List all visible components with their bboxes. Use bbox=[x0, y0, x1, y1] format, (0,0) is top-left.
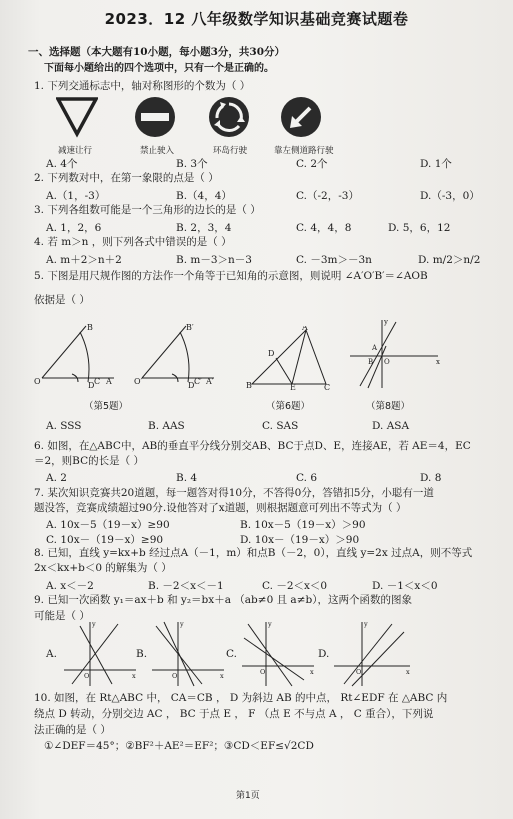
q1-option-b: B. 3个 bbox=[176, 158, 208, 170]
figure-q8 bbox=[346, 316, 442, 392]
page-number: 第1页 bbox=[236, 791, 260, 801]
svg-text:B: B bbox=[246, 381, 252, 390]
figure-q5 bbox=[34, 318, 234, 390]
caption-fig5: （第5题） bbox=[84, 401, 129, 412]
q7-stem-2: 题没答，竞赛成绩超过90分.设他答对了x道题，则根据题意可列出不等式为（ ） bbox=[34, 502, 407, 514]
svg-text:B: B bbox=[87, 323, 93, 332]
svg-text:O: O bbox=[260, 668, 266, 676]
q7-option-d: D. 10x－（19－x）＞90 bbox=[240, 534, 360, 546]
roundabout-sign-icon bbox=[208, 96, 250, 138]
sign-caption-3: 环岛行驶 bbox=[213, 146, 248, 156]
q2-option-b: B.（4，4） bbox=[176, 190, 232, 202]
section-instruction: 下面每小题给出的四个选项中，只有一个是正确的。 bbox=[44, 63, 274, 74]
q5-option-b: B. AAS bbox=[148, 420, 185, 432]
svg-text:x: x bbox=[406, 668, 410, 676]
q2-option-d: D.（-3，0） bbox=[420, 190, 480, 202]
q10-stem: 10. 如图，在 Rt△ABC 中， CA＝CB ， D 为斜边 AB 的中点， Rt∠EDF 在 △ABC 内 bbox=[34, 692, 448, 704]
q1-option-c: C. 2个 bbox=[296, 158, 328, 170]
q6-option-c: C. 6 bbox=[296, 472, 318, 484]
sign-caption-1: 减速让行 bbox=[58, 146, 93, 156]
q7-option-c: C. 10x－（19－x）≥90 bbox=[46, 534, 164, 546]
svg-text:y: y bbox=[268, 620, 272, 628]
q5-option-a: A. SSS bbox=[46, 420, 82, 432]
q8-option-a: A. x＜－2 bbox=[46, 580, 94, 592]
q3-option-b: B. 2，3，4 bbox=[176, 222, 232, 234]
svg-text:y: y bbox=[92, 620, 96, 628]
q8-option-d: D. －1＜x＜0 bbox=[372, 580, 438, 592]
q8-stem: 8. 已知，直线 y=kx+b 经过点A（－1，m）和点B（－2，0），直线 y=2x 过点A，则不等式 bbox=[34, 547, 473, 559]
svg-text:y: y bbox=[364, 620, 368, 628]
svg-text:y: y bbox=[180, 620, 184, 628]
q3-stem: 3. 下列各组数可能是一个三角形的边长的是（ ） bbox=[34, 204, 261, 216]
q6-stem-2: ＝2，则BC的长是（ ） bbox=[34, 455, 144, 467]
no-entry-sign-icon bbox=[134, 96, 176, 138]
q10-items: ①∠DEF＝45°；②BF²＋AE²＝EF²；③CD＜EF≤√2CD bbox=[44, 740, 314, 752]
svg-text:B: B bbox=[368, 358, 374, 366]
q10-stem-3: 法正确的是（ ） bbox=[34, 724, 111, 736]
q7-stem: 7. 某次知识竞赛共20道题，每一题答对得10分，不答得0分，答错扣5分，小聪有一道 bbox=[34, 487, 434, 499]
q1-option-d: D. 1个 bbox=[420, 158, 452, 170]
q9-stem: 9. 已知一次函数 y₁＝ax＋b 和 y₂＝bx＋a （ab≠0 且 a≠b），这两个函数的图象 bbox=[34, 594, 412, 606]
svg-text:A: A bbox=[106, 377, 112, 386]
svg-text:x: x bbox=[436, 358, 440, 366]
svg-text:C: C bbox=[94, 377, 101, 386]
svg-text:D′: D′ bbox=[188, 381, 197, 390]
svg-text:E: E bbox=[290, 383, 296, 390]
q3-option-d: D. 5，6，12 bbox=[388, 222, 451, 234]
q9-label-d: D. bbox=[318, 648, 330, 660]
svg-text:x: x bbox=[220, 672, 224, 680]
q2-stem: 2. 下列数对中，在第一象限的点是（ ） bbox=[34, 172, 219, 184]
svg-text:C′: C′ bbox=[194, 377, 202, 386]
q3-option-c: C. 4，4，8 bbox=[296, 222, 352, 234]
q5-option-d: D. ASA bbox=[372, 420, 410, 432]
q1-stem: 1. 下列交通标志中，轴对称图形的个数为（ ） bbox=[34, 80, 251, 92]
q4-option-a: A. m＋2＞n＋2 bbox=[46, 254, 122, 266]
caption-fig8: （第8题） bbox=[366, 401, 411, 412]
svg-text:O: O bbox=[84, 672, 90, 680]
q9-graph-d bbox=[332, 618, 412, 688]
svg-text:B′: B′ bbox=[186, 323, 194, 332]
q1-option-a: A. 4个 bbox=[46, 158, 78, 170]
svg-text:A: A bbox=[302, 326, 308, 332]
q5-option-c: C. SAS bbox=[262, 420, 299, 432]
svg-text:A′: A′ bbox=[206, 377, 214, 386]
svg-text:O: O bbox=[172, 672, 178, 680]
svg-text:O: O bbox=[34, 377, 41, 386]
section-heading: 一、选择题（本大题有10小题，每小题3分，共30分） bbox=[28, 46, 286, 58]
q8-stem-2: 2x＜kx+b＜0 的解集为（ ） bbox=[34, 562, 172, 574]
q4-stem: 4. 若 m＞n ，则下列各式中错误的是（ ） bbox=[34, 236, 232, 248]
figure-q6 bbox=[246, 326, 330, 390]
q8-option-c: C. －2＜x＜0 bbox=[262, 580, 328, 592]
svg-text:D: D bbox=[88, 381, 95, 390]
q6-stem: 6. 如图，在△ABC中，AB的垂直平分线分别交AB、BC于点D、E，连接AE，若 AE＝4，EC bbox=[34, 440, 471, 452]
q9-stem-2: 可能是（ ） bbox=[34, 610, 90, 622]
q9-label-c: C. bbox=[226, 648, 237, 660]
svg-text:x: x bbox=[310, 668, 314, 676]
q9-graph-a bbox=[62, 618, 138, 688]
q3-option-a: A. 1，2，6 bbox=[46, 222, 102, 234]
q6-option-b: B. 4 bbox=[176, 472, 198, 484]
q2-option-a: A.（1，-3） bbox=[46, 190, 106, 202]
q9-label-a: A. bbox=[46, 648, 57, 660]
q4-option-c: C. －3m＞－3n bbox=[296, 254, 372, 266]
keep-left-sign-icon bbox=[280, 96, 322, 138]
q6-option-d: D. 8 bbox=[420, 472, 442, 484]
svg-text:x: x bbox=[132, 672, 136, 680]
q6-option-a: A. 2 bbox=[46, 472, 67, 484]
sign-caption-2: 禁止驶入 bbox=[140, 146, 175, 156]
caption-fig6: （第6题） bbox=[266, 401, 311, 412]
svg-text:O′: O′ bbox=[134, 377, 143, 386]
svg-text:C: C bbox=[324, 383, 330, 390]
q7-option-a: A. 10x－5（19－x）≥90 bbox=[46, 519, 170, 531]
q5-stem: 5. 下图是用尺规作图的方法作一个角等于已知角的示意图，则说明 ∠A′O′B′＝∠AOB bbox=[34, 270, 428, 282]
q7-option-b: B. 10x－5（19－x）＞90 bbox=[240, 519, 366, 531]
svg-text:O: O bbox=[356, 668, 362, 676]
q9-label-b: B. bbox=[136, 648, 148, 660]
q10-stem-2: 绕点 D 转动，分别交边 AC ， BC 于点 E ， F （点 E 不与点 A ， C 重合），下列说 bbox=[34, 708, 434, 720]
q4-option-d: D. m/2＞n/2 bbox=[418, 254, 481, 266]
q5-stem-2: 依据是（ ） bbox=[34, 294, 90, 306]
svg-text:O: O bbox=[384, 358, 390, 366]
svg-text:A: A bbox=[372, 344, 378, 352]
yield-sign-icon bbox=[56, 96, 98, 138]
q4-option-b: B. m－3＞n－3 bbox=[176, 254, 252, 266]
svg-text:y: y bbox=[384, 318, 388, 326]
q9-graph-c bbox=[240, 618, 316, 688]
sign-caption-4: 靠左侧道路行驶 bbox=[274, 146, 334, 156]
page-title: 2023．12 八年级数学知识基础竞赛试题卷 bbox=[104, 10, 409, 28]
svg-text:D: D bbox=[268, 349, 275, 358]
q2-option-c: C.（-2，-3） bbox=[296, 190, 359, 202]
q9-graph-b bbox=[150, 618, 226, 688]
q8-option-b: B. －2＜x＜－1 bbox=[148, 580, 224, 592]
